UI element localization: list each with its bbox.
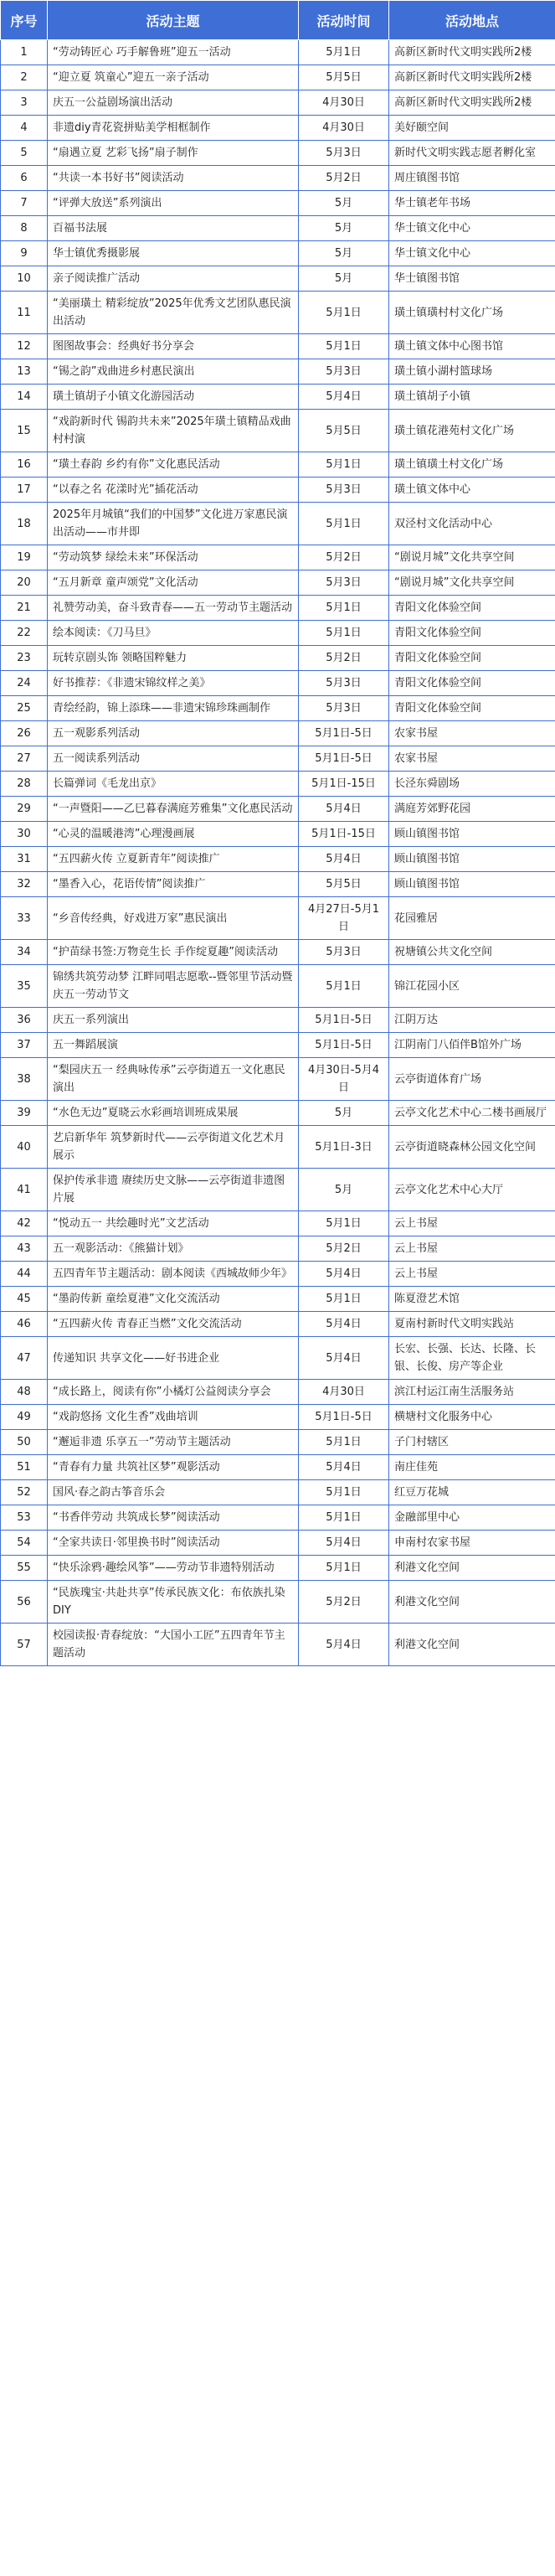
table-row [1, 1455, 555, 1480]
table-row [1, 191, 555, 216]
cell-place: 璜土镇璜村村文化广场 [389, 292, 555, 334]
table-row [1, 746, 555, 772]
cell-theme: 五一观影活动：《熊猫计划》 [48, 1236, 299, 1262]
cell-time: 5月2日 [299, 646, 389, 671]
cell-time: 4月30日 [299, 1380, 389, 1405]
cell-time: 5月4日 [299, 1312, 389, 1337]
cell-place: 子门村辖区 [389, 1430, 555, 1455]
table-row [1, 940, 555, 965]
cell-theme: 国风·春之韵古筝音乐会 [48, 1480, 299, 1505]
cell-place: 高新区新时代文明实践所2楼 [389, 90, 555, 116]
cell-theme: 图图故事会：经典好书分享会 [48, 334, 299, 359]
cell-theme: 非遗diy青花瓷拼贴美学相框制作 [48, 116, 299, 141]
cell-time: 5月1日 [299, 1480, 389, 1505]
table-row [1, 1058, 555, 1101]
cell-no: 46 [1, 1312, 48, 1337]
table-row [1, 1624, 555, 1666]
cell-theme: “劳动筑梦 绿绘未来”环保活动 [48, 545, 299, 570]
table-row [1, 847, 555, 872]
cell-no: 57 [1, 1624, 48, 1666]
cell-time: 5月 [299, 1169, 389, 1211]
cell-no: 30 [1, 822, 48, 847]
cell-place: 青阳文化体验空间 [389, 596, 555, 621]
cell-theme: “一声暨阳——乙巳暮春满庭芳雅集”文化惠民活动 [48, 797, 299, 822]
cell-time: 5月1日 [299, 621, 389, 646]
table-row [1, 772, 555, 797]
cell-no: 21 [1, 596, 48, 621]
cell-no: 2 [1, 65, 48, 90]
cell-theme: 好书推荐：《非遗宋锦纹样之美》 [48, 671, 299, 696]
cell-theme: 百福书法展 [48, 216, 299, 241]
cell-place: 青阳文化体验空间 [389, 621, 555, 646]
table-row [1, 292, 555, 334]
cell-no: 35 [1, 965, 48, 1008]
cell-place: 顾山镇图书馆 [389, 822, 555, 847]
cell-place: 利港文化空间 [389, 1581, 555, 1624]
table-row [1, 797, 555, 822]
cell-no: 54 [1, 1531, 48, 1556]
cell-theme: “邂逅非遗 乐享五一”劳动节主题活动 [48, 1430, 299, 1455]
cell-no: 29 [1, 797, 48, 822]
cell-no: 47 [1, 1337, 48, 1380]
table-row [1, 1126, 555, 1169]
cell-no: 11 [1, 292, 48, 334]
cell-theme: 华士镇优秀摄影展 [48, 241, 299, 266]
cell-place: 红豆万花城 [389, 1480, 555, 1505]
cell-no: 53 [1, 1505, 48, 1531]
table-row [1, 965, 555, 1008]
cell-no: 50 [1, 1430, 48, 1455]
cell-theme: 长篇弹词《毛龙出京》 [48, 772, 299, 797]
cell-no: 52 [1, 1480, 48, 1505]
cell-time: 5月1日 [299, 334, 389, 359]
cell-theme: “戏韵新时代 锡韵共未来”2025年璜土镇精品戏曲村村演 [48, 410, 299, 452]
cell-theme: “心灵的温暖港湾”心理漫画展 [48, 822, 299, 847]
cell-theme: “劳动铸匠心 巧手解鲁班”迎五一活动 [48, 40, 299, 65]
cell-theme: “五四薪火传 立夏新青年”阅读推广 [48, 847, 299, 872]
cell-theme: 五一观影系列活动 [48, 721, 299, 746]
cell-theme: “以春之名 花漾时光”插花活动 [48, 478, 299, 503]
cell-no: 34 [1, 940, 48, 965]
cell-no: 20 [1, 570, 48, 596]
cell-no: 40 [1, 1126, 48, 1169]
cell-theme: “青春有力量 共筑社区梦”观影活动 [48, 1455, 299, 1480]
cell-no: 3 [1, 90, 48, 116]
cell-no: 55 [1, 1556, 48, 1581]
cell-time: 5月4日 [299, 1337, 389, 1380]
cell-time: 5月3日 [299, 696, 389, 721]
cell-time: 5月1日 [299, 1287, 389, 1312]
table-row [1, 503, 555, 545]
cell-time: 4月30日-5月4日 [299, 1058, 389, 1101]
cell-time: 5月4日 [299, 797, 389, 822]
table-body [1, 40, 555, 1666]
cell-place: 农家书屋 [389, 746, 555, 772]
cell-theme: “悦动五一 共绘趣时光”文艺活动 [48, 1211, 299, 1236]
cell-time: 5月5日 [299, 65, 389, 90]
table-row [1, 1556, 555, 1581]
cell-no: 48 [1, 1380, 48, 1405]
cell-time: 5月3日 [299, 570, 389, 596]
table-row [1, 721, 555, 746]
cell-place: 长宏、长强、长达、长隆、长银、长俊、房产等企业 [389, 1337, 555, 1380]
cell-time: 5月1日-5日 [299, 746, 389, 772]
table-row [1, 1505, 555, 1531]
table-row [1, 1236, 555, 1262]
cell-theme: 传递知识 共享文化——好书进企业 [48, 1337, 299, 1380]
cell-theme: 锦绣共筑劳动梦 江畔同唱志愿歌--暨邻里节活动暨庆五一劳动节文 [48, 965, 299, 1008]
cell-time: 5月 [299, 216, 389, 241]
cell-theme: “戏韵悠扬 文化生香”戏曲培训 [48, 1405, 299, 1430]
cell-time: 5月4日 [299, 1262, 389, 1287]
cell-no: 38 [1, 1058, 48, 1101]
cell-theme: 庆五一系列演出 [48, 1008, 299, 1033]
cell-theme: “迎立夏 筑童心”迎五一亲子活动 [48, 65, 299, 90]
cell-time: 5月 [299, 241, 389, 266]
cell-no: 27 [1, 746, 48, 772]
cell-place: 璜土镇文体中心图书馆 [389, 334, 555, 359]
table-row [1, 241, 555, 266]
cell-theme: “五月新章 童声颂党”文化活动 [48, 570, 299, 596]
table-row [1, 872, 555, 897]
cell-time: 5月1日 [299, 1556, 389, 1581]
cell-time: 5月1日 [299, 452, 389, 478]
table-row [1, 1337, 555, 1380]
header-place: 活动地点 [389, 1, 555, 40]
table-row [1, 359, 555, 385]
cell-place: 利港文化空间 [389, 1556, 555, 1581]
cell-no: 17 [1, 478, 48, 503]
cell-no: 15 [1, 410, 48, 452]
table-row [1, 1581, 555, 1624]
cell-theme: 礼赞劳动美，奋斗致青春——五一劳动节主题活动 [48, 596, 299, 621]
cell-theme: “墨香入心，花语传情”阅读推广 [48, 872, 299, 897]
table-row [1, 1380, 555, 1405]
cell-no: 10 [1, 266, 48, 292]
cell-place: 锦江花园小区 [389, 965, 555, 1008]
table-row [1, 141, 555, 166]
cell-theme: “全家共读日·邻里换书时”阅读活动 [48, 1531, 299, 1556]
header-row [1, 1, 555, 40]
cell-theme: 庆五一公益剧场演出活动 [48, 90, 299, 116]
cell-time: 5月3日 [299, 940, 389, 965]
cell-place: 青阳文化体验空间 [389, 646, 555, 671]
cell-time: 5月4日 [299, 1455, 389, 1480]
cell-time: 5月1日 [299, 965, 389, 1008]
cell-no: 13 [1, 359, 48, 385]
cell-no: 56 [1, 1581, 48, 1624]
cell-no: 4 [1, 116, 48, 141]
cell-place: 新时代文明实践志愿者孵化室 [389, 141, 555, 166]
cell-time: 5月2日 [299, 166, 389, 191]
table-row [1, 596, 555, 621]
cell-no: 33 [1, 897, 48, 940]
cell-theme: “书香伴劳动 共筑成长梦”阅读活动 [48, 1505, 299, 1531]
header-time: 活动时间 [299, 1, 389, 40]
cell-no: 32 [1, 872, 48, 897]
cell-time: 5月1日 [299, 596, 389, 621]
table-row [1, 1169, 555, 1211]
cell-time: 5月3日 [299, 141, 389, 166]
table-row [1, 1531, 555, 1556]
cell-time: 5月1日-15日 [299, 822, 389, 847]
cell-place: 陈夏澄艺术馆 [389, 1287, 555, 1312]
cell-theme: “扇遇立夏 艺彩飞扬”扇子制作 [48, 141, 299, 166]
cell-time: 4月30日 [299, 90, 389, 116]
cell-no: 37 [1, 1033, 48, 1058]
cell-place: 满庭芳郊野花园 [389, 797, 555, 822]
cell-no: 23 [1, 646, 48, 671]
cell-place: 云亭街道晓森林公园文化空间 [389, 1126, 555, 1169]
cell-theme: 五一阅读系列活动 [48, 746, 299, 772]
cell-place: 高新区新时代文明实践所2楼 [389, 40, 555, 65]
cell-no: 28 [1, 772, 48, 797]
table-row [1, 334, 555, 359]
table-row [1, 1312, 555, 1337]
cell-theme: 艺启新华年 筑梦新时代——云亭街道文化艺术月展示 [48, 1126, 299, 1169]
cell-no: 5 [1, 141, 48, 166]
cell-time: 5月1日-5日 [299, 1033, 389, 1058]
cell-place: 夏南村新时代文明实践站 [389, 1312, 555, 1337]
cell-place: 华士镇图书馆 [389, 266, 555, 292]
cell-time: 5月1日-5日 [299, 721, 389, 746]
cell-place: “剧说月城”文化共享空间 [389, 570, 555, 596]
cell-theme: 璜土镇胡子小镇文化游园活动 [48, 385, 299, 410]
table-row [1, 116, 555, 141]
header-theme: 活动主题 [48, 1, 299, 40]
table-row [1, 410, 555, 452]
cell-theme: 校园读报·青春绽放：“大国小工匠”五四青年节主题活动 [48, 1624, 299, 1666]
cell-time: 5月5日 [299, 410, 389, 452]
cell-place: 璜土镇璜土村文化广场 [389, 452, 555, 478]
cell-place: 金融部里中心 [389, 1505, 555, 1531]
cell-no: 14 [1, 385, 48, 410]
table-row [1, 65, 555, 90]
cell-place: 璜土镇小湖村篮球场 [389, 359, 555, 385]
cell-no: 49 [1, 1405, 48, 1430]
header-no: 序号 [1, 1, 48, 40]
table-row [1, 696, 555, 721]
cell-time: 5月3日 [299, 359, 389, 385]
cell-no: 42 [1, 1211, 48, 1236]
cell-no: 22 [1, 621, 48, 646]
cell-time: 5月3日 [299, 478, 389, 503]
table-row [1, 452, 555, 478]
cell-place: 长泾东舜剧场 [389, 772, 555, 797]
cell-theme: 五四青年节主题活动：剧本阅读《西城故师少年》 [48, 1262, 299, 1287]
cell-no: 6 [1, 166, 48, 191]
cell-place: 顾山镇图书馆 [389, 847, 555, 872]
cell-no: 25 [1, 696, 48, 721]
cell-place: 青阳文化体验空间 [389, 671, 555, 696]
cell-place: 华士镇文化中心 [389, 216, 555, 241]
cell-place: 云亭文化艺术中心二楼书画展厅 [389, 1101, 555, 1126]
cell-no: 16 [1, 452, 48, 478]
cell-no: 44 [1, 1262, 48, 1287]
cell-time: 4月27日-5月1日 [299, 897, 389, 940]
table-row [1, 90, 555, 116]
cell-no: 18 [1, 503, 48, 545]
cell-theme: “快乐涂鸦·趣绘风筝”——劳动节非遗特别活动 [48, 1556, 299, 1581]
cell-no: 43 [1, 1236, 48, 1262]
cell-time: 5月 [299, 266, 389, 292]
cell-place: 双泾村文化活动中心 [389, 503, 555, 545]
cell-theme: “梨园庆五一 经典咏传承”云亭街道五一文化惠民演出 [48, 1058, 299, 1101]
cell-theme: “五四薪火传 青春正当燃”文化交流活动 [48, 1312, 299, 1337]
cell-place: 利港文化空间 [389, 1624, 555, 1666]
table-row [1, 1033, 555, 1058]
table-row [1, 1480, 555, 1505]
cell-time: 5月1日 [299, 40, 389, 65]
cell-time: 5月4日 [299, 847, 389, 872]
cell-time: 5月1日 [299, 1211, 389, 1236]
cell-theme: “成长路上，阅读有你”小橘灯公益阅读分享会 [48, 1380, 299, 1405]
cell-time: 5月2日 [299, 545, 389, 570]
cell-time: 5月2日 [299, 1236, 389, 1262]
cell-no: 8 [1, 216, 48, 241]
cell-place: 云亭街道体育广场 [389, 1058, 555, 1101]
table-row [1, 646, 555, 671]
cell-no: 7 [1, 191, 48, 216]
cell-place: 南庄佳苑 [389, 1455, 555, 1480]
cell-time: 5月1日-5日 [299, 1405, 389, 1430]
cell-time: 5月1日-15日 [299, 772, 389, 797]
cell-no: 36 [1, 1008, 48, 1033]
cell-no: 31 [1, 847, 48, 872]
cell-time: 5月2日 [299, 1581, 389, 1624]
cell-time: 5月1日-3日 [299, 1126, 389, 1169]
cell-theme: “共读一本书好书”阅读活动 [48, 166, 299, 191]
cell-time: 5月3日 [299, 671, 389, 696]
table-row [1, 40, 555, 65]
cell-no: 9 [1, 241, 48, 266]
cell-theme: “乡音传经典，好戏进万家”惠民演出 [48, 897, 299, 940]
table-row [1, 545, 555, 570]
cell-theme: 绘本阅读：《刀马旦》 [48, 621, 299, 646]
cell-place: 高新区新时代文明实践所2楼 [389, 65, 555, 90]
cell-no: 51 [1, 1455, 48, 1480]
cell-place: 云上书屋 [389, 1262, 555, 1287]
cell-no: 19 [1, 545, 48, 570]
table-row [1, 1287, 555, 1312]
table-header [1, 1, 555, 40]
cell-no: 24 [1, 671, 48, 696]
cell-time: 5月4日 [299, 1624, 389, 1666]
cell-theme: 亲子阅读推广活动 [48, 266, 299, 292]
cell-place: 江阴万达 [389, 1008, 555, 1033]
table-row [1, 1262, 555, 1287]
cell-place: 璜土镇胡子小镇 [389, 385, 555, 410]
cell-place: 滨江村运江南生活服务站 [389, 1380, 555, 1405]
cell-place: 祝塘镇公共文化空间 [389, 940, 555, 965]
cell-theme: “护苗绿书签:万物竞生长 手作绽夏趣”阅读活动 [48, 940, 299, 965]
table-row [1, 1008, 555, 1033]
table-row [1, 671, 555, 696]
cell-no: 41 [1, 1169, 48, 1211]
cell-place: 花园雅居 [389, 897, 555, 940]
table-row [1, 266, 555, 292]
table-row [1, 897, 555, 940]
cell-theme: “美丽璜土 精彩绽放”2025年优秀文艺团队惠民演出活动 [48, 292, 299, 334]
cell-theme: “水色无边”夏晓云水彩画培训班成果展 [48, 1101, 299, 1126]
cell-place: 青阳文化体验空间 [389, 696, 555, 721]
table-row [1, 1211, 555, 1236]
cell-place: 华士镇文化中心 [389, 241, 555, 266]
cell-theme: “墨韵传新 童绘夏港”文化交流活动 [48, 1287, 299, 1312]
table-row [1, 478, 555, 503]
cell-theme: 青绘经韵，锦上添珠——非遗宋锦珍珠画制作 [48, 696, 299, 721]
table-row [1, 822, 555, 847]
cell-theme: “璜土春韵 乡约有你”文化惠民活动 [48, 452, 299, 478]
cell-time: 5月5日 [299, 872, 389, 897]
cell-time: 5月4日 [299, 385, 389, 410]
cell-place: 璜土镇文体中心 [389, 478, 555, 503]
cell-place: 顾山镇图书馆 [389, 872, 555, 897]
cell-time: 5月1日-5日 [299, 1008, 389, 1033]
cell-theme: 2025年月城镇“我们的中国梦”文化进万家惠民演出活动——市井即 [48, 503, 299, 545]
table-row [1, 166, 555, 191]
cell-place: 申南村农家书屋 [389, 1531, 555, 1556]
cell-no: 39 [1, 1101, 48, 1126]
cell-place: 璜土镇花港苑村文化广场 [389, 410, 555, 452]
cell-theme: “民族瑰宝·共赴共享”传承民族文化：布依族扎染DIY [48, 1581, 299, 1624]
cell-place: 周庄镇图书馆 [389, 166, 555, 191]
cell-place: 农家书屋 [389, 721, 555, 746]
table-row [1, 570, 555, 596]
cell-theme: “锡之韵”戏曲进乡村惠民演出 [48, 359, 299, 385]
cell-place: 江阴南门八佰伴B馆外广场 [389, 1033, 555, 1058]
cell-theme: 玩转京剧头饰 领略国粹魅力 [48, 646, 299, 671]
cell-time: 5月1日 [299, 503, 389, 545]
cell-time: 5月1日 [299, 1505, 389, 1531]
cell-time: 5月1日 [299, 1430, 389, 1455]
cell-no: 26 [1, 721, 48, 746]
cell-time: 5月1日 [299, 292, 389, 334]
cell-place: 云亭文化艺术中心大厅 [389, 1169, 555, 1211]
cell-time: 5月 [299, 191, 389, 216]
cell-place: 横塘村文化服务中心 [389, 1405, 555, 1430]
cell-no: 45 [1, 1287, 48, 1312]
table-row [1, 1405, 555, 1430]
cell-time: 5月4日 [299, 1531, 389, 1556]
cell-theme: 五一舞蹈展演 [48, 1033, 299, 1058]
cell-place: 美好颐空间 [389, 116, 555, 141]
cell-place: 云上书屋 [389, 1211, 555, 1236]
table-row [1, 385, 555, 410]
table-row [1, 216, 555, 241]
cell-no: 1 [1, 40, 48, 65]
cell-time: 4月30日 [299, 116, 389, 141]
table-row [1, 1430, 555, 1455]
cell-place: 华士镇老年书场 [389, 191, 555, 216]
cell-place: “剧说月城”文化共享空间 [389, 545, 555, 570]
cell-time: 5月 [299, 1101, 389, 1126]
cell-place: 云上书屋 [389, 1236, 555, 1262]
table-row [1, 621, 555, 646]
table-row [1, 1101, 555, 1126]
cell-theme: 保护传承非遗 赓续历史文脉——云亭街道非遗图片展 [48, 1169, 299, 1211]
cell-no: 12 [1, 334, 48, 359]
cell-theme: “评弹大放送”系列演出 [48, 191, 299, 216]
